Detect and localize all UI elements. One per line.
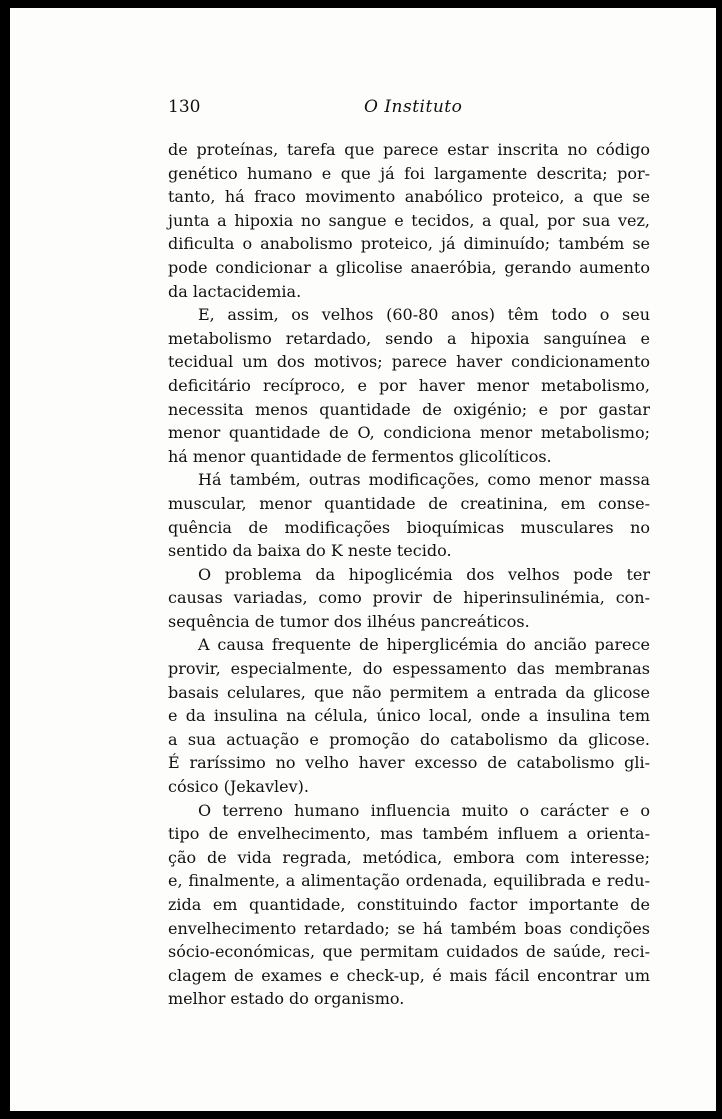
text-line: cósico (Jekavlev).	[168, 777, 309, 797]
text-line: da lactacidemia.	[168, 281, 302, 301]
text-line: há menor quantidade de fermentos glicolíticos.	[168, 446, 552, 466]
text-line: de proteínas, tarefa que parece estar inscrita no código	[168, 140, 650, 159]
text-line: melhor estado do organismo.	[168, 989, 405, 1009]
text-line: causas variadas, como provir de hiperinsulinémia, con-	[168, 588, 650, 608]
text-line: pode condicionar a glicolise anaeróbia, gerando aumento	[168, 257, 650, 277]
text-line: e, finalmente, a alimentação ordenada, equilibrada e redu-	[168, 871, 650, 891]
page-header	[168, 97, 650, 121]
paragraph	[168, 633, 650, 798]
text-line: a sua actuação e promoção do catabolismo da glicose.	[168, 729, 650, 749]
text-line: e da insulina na célula, único local, onde a insulina tem	[168, 706, 650, 726]
running-title: O Instituto	[364, 97, 463, 117]
paragraph	[168, 799, 650, 1011]
text-line: É raríssimo no velho haver excesso de catabolismo gli-	[168, 753, 650, 773]
text-line: metabolismo retardado, sendo a hipoxia sanguínea e	[168, 328, 650, 348]
text-line: dificulta o anabolismo proteico, já diminuído; também se	[168, 234, 650, 254]
text-line: muscular, menor quantidade de creatinina, em conse-	[168, 493, 650, 513]
text-line: necessita menos quantidade de oxigénio; e por gastar	[168, 399, 650, 419]
text-line: genético humano e que já foi largamente descrita; por-	[168, 163, 650, 183]
text-line: deficitário recíproco, e por haver menor metabolismo,	[168, 375, 650, 395]
text-line: ção de vida regrada, metódica, embora com interesse;	[168, 847, 650, 867]
text-line: O terreno humano influencia muito o carácter e o	[198, 800, 650, 820]
text-line: sentido da baixa do K neste tecido.	[168, 541, 452, 561]
paragraph	[168, 138, 650, 303]
paragraph	[168, 468, 650, 562]
book-page	[10, 8, 716, 1111]
text-line: zida em quantidade, constituindo factor importante de	[168, 895, 650, 914]
text-line: junta a hipoxia no sangue e tecidos, a qual, por sua vez,	[168, 210, 650, 230]
text-line: tipo de envelhecimento, mas também influem a orienta-	[168, 824, 650, 844]
text-line: clagem de exames e check-up, é mais fácil encontrar um	[168, 965, 650, 985]
text-line: provir, especialmente, do espessamento das membranas	[168, 659, 650, 679]
text-line: E, assim, os velhos (60-80 anos) têm todo o seu	[198, 305, 650, 325]
page-number: 130	[168, 97, 201, 117]
text-line: envelhecimento retardado; se há também boas condições	[168, 918, 650, 938]
text-line: A causa frequente de hiperglicémia do ancião parece	[198, 635, 650, 655]
text-line: menor quantidade de O, condiciona menor metabolismo;	[168, 423, 650, 443]
paragraph	[168, 563, 650, 634]
text-line: O problema da hipoglicémia dos velhos pode ter	[198, 564, 650, 584]
body-text	[168, 138, 650, 1011]
text-line: sequência de tumor dos ilhéus pancreáticos.	[168, 611, 530, 631]
text-line: Há também, outras modificações, como menor massa	[198, 470, 650, 490]
text-line: basais celulares, que não permitem a entrada da glicose	[168, 682, 650, 702]
text-line: tecidual um dos motivos; parece haver condicionamento	[168, 352, 650, 372]
text-line: sócio-económicas, que permitam cuidados de saúde, reci-	[168, 942, 650, 962]
text-line: tanto, há fraco movimento anabólico proteico, a que se	[168, 187, 650, 207]
text-line: quência de modificações bioquímicas musculares no	[168, 517, 650, 537]
paragraph	[168, 303, 650, 468]
